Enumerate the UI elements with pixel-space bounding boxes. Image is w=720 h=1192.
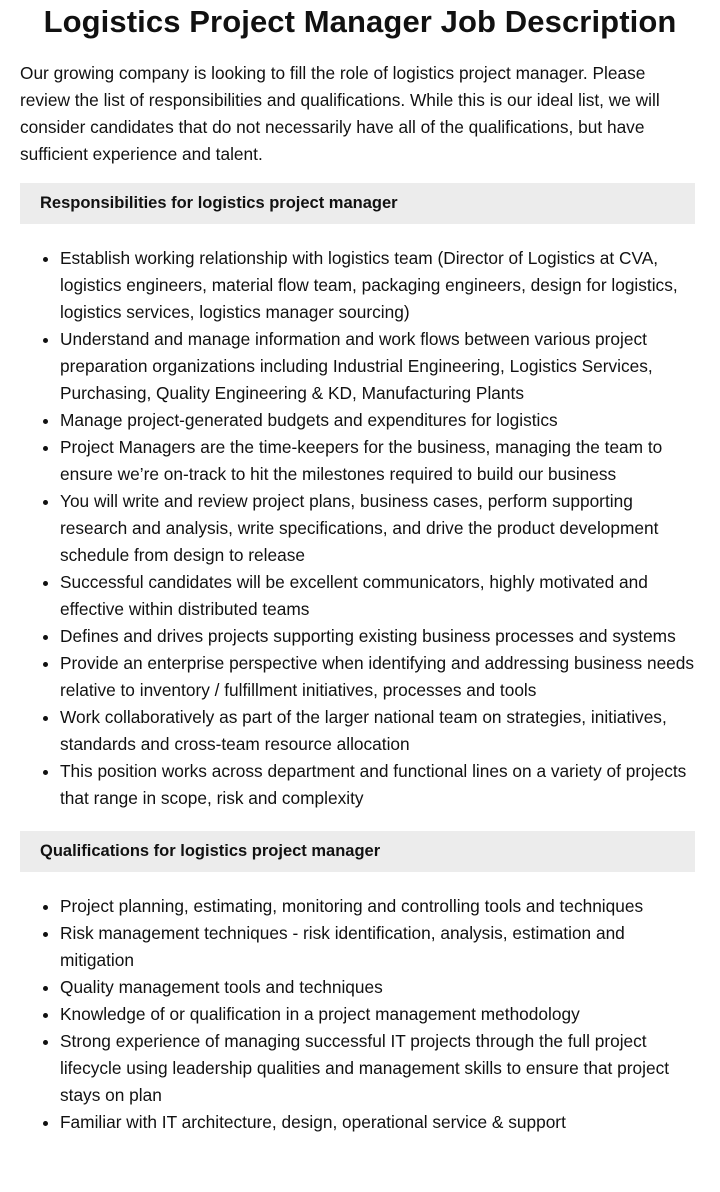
list-item: • Manage project-generated budgets and expenditures for logistics: [60, 407, 695, 434]
qualifications-list: [20, 893, 695, 1136]
list-item: • Successful candidates will be excellent communicators, highly motivated and effective within distributed teams: [60, 569, 695, 623]
page-title: Logistics Project Manager Job Description: [43, 4, 677, 39]
qualifications-heading: Qualifications for logistics project manager: [20, 831, 695, 872]
list-item: • Project Managers are the time-keepers for the business, managing the team to ensure we’re on-track to hit the milestones required to build our business: [60, 434, 695, 488]
list-item: • You will write and review project plans, business cases, perform supporting research and analysis, write specifications, and drive the product development schedule from design to release: [60, 488, 695, 569]
list-item: • Provide an enterprise perspective when identifying and addressing business needs relative to inventory / fulfillment initiatives, processes and tools: [60, 650, 695, 704]
list-item: • Project planning, estimating, monitoring and controlling tools and techniques: [60, 893, 695, 920]
responsibilities-list: [20, 245, 695, 812]
responsibilities-heading: Responsibilities for logistics project manager: [20, 183, 695, 224]
intro-paragraph: Our growing company is looking to fill the role of logistics project manager. Please review the list of responsibilities and qualifications. While this is our ideal list, we will consider candidates that do not necessarily have all of the qualifications, but have sufficient experience and talent.: [20, 63, 660, 164]
list-item: • Familiar with IT architecture, design, operational service & support: [60, 1109, 695, 1136]
list-item: • Quality management tools and techniques: [60, 974, 695, 1001]
list-item: • Knowledge of or qualification in a project management methodology: [60, 1001, 695, 1028]
list-item: • Risk management techniques - risk identification, analysis, estimation and mitigation: [60, 920, 695, 974]
list-item: • Understand and manage information and work flows between various project preparation organizations including Industrial Engineering, Logistics Services, Purchasing, Quality Engineering & KD, Manufacturing Plants: [60, 326, 695, 407]
list-item: • Defines and drives projects supporting existing business processes and systems: [60, 623, 695, 650]
list-item: • Establish working relationship with logistics team (Director of Logistics at CVA, logistics engineers, material flow team, packaging engineers, design for logistics, logistics services, logistics manager sourcing): [60, 245, 695, 326]
list-item: • Strong experience of managing successful IT projects through the full project lifecycle using leadership qualities and management skills to ensure that project stays on plan: [60, 1028, 695, 1109]
list-item: • This position works across department and functional lines on a variety of projects that range in scope, risk and complexity: [60, 758, 695, 812]
list-item: • Work collaboratively as part of the larger national team on strategies, initiatives, standards and cross-team resource allocation: [60, 704, 695, 758]
